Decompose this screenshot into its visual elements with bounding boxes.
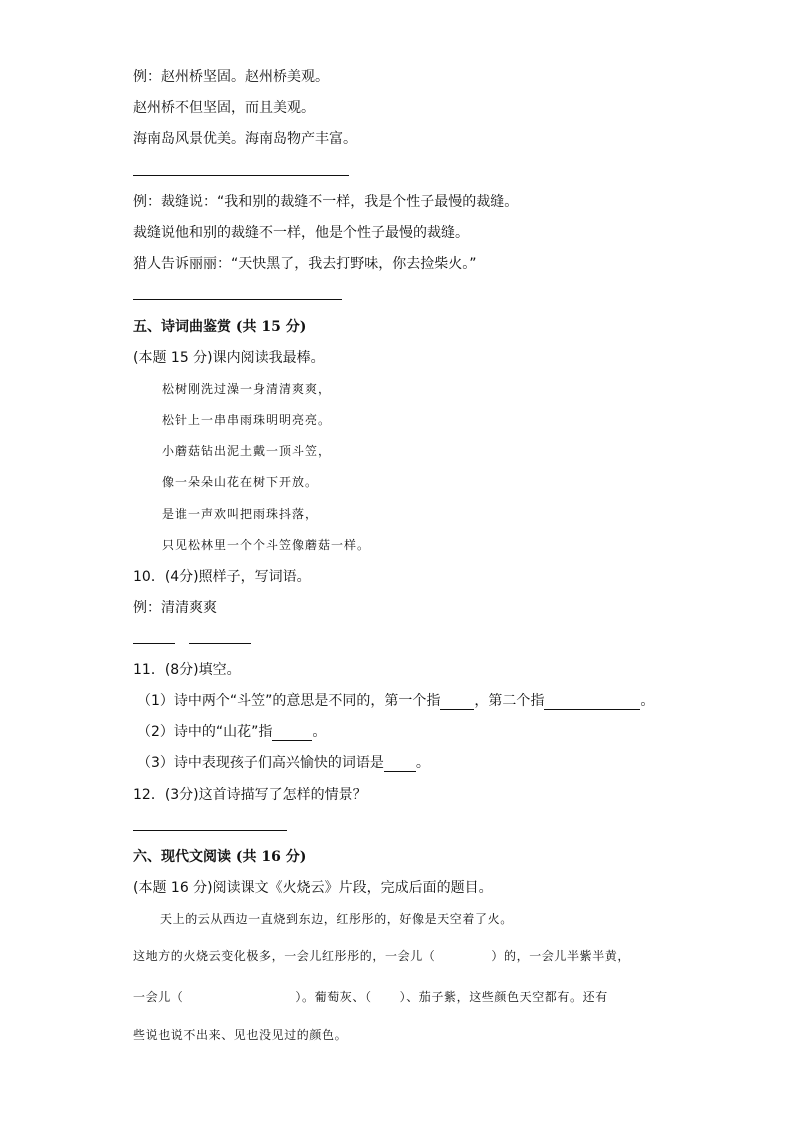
example-1-answer: 赵州桥不但坚固，而且美观。 bbox=[133, 100, 315, 116]
answer-blank[interactable] bbox=[133, 643, 175, 644]
q11-3-text-b: 。 bbox=[415, 755, 430, 771]
q11-2-text-a: （2）诗中的“山花”指 bbox=[137, 724, 273, 740]
passage-line bbox=[133, 989, 608, 1005]
question-sentence-1: 海南岛风景优美。海南岛物产丰富。 bbox=[133, 131, 357, 147]
passage-line: 些说也说不出来、见也没见过的颜色。 bbox=[133, 1028, 348, 1042]
question-10: 10．(4分)照样子，写词语。 bbox=[133, 569, 311, 585]
example-2: 例：裁缝说：“我和别的裁缝不一样，我是个性子最慢的裁缝。 bbox=[133, 194, 519, 210]
question-sentence-2: 猎人告诉丽丽：“天快黑了，我去打野味，你去捡柴火。” bbox=[133, 256, 477, 272]
question-11-part-1 bbox=[137, 692, 654, 710]
poem-line: 只见松林里一个个斗笠像蘑菇一样。 bbox=[162, 538, 371, 552]
answer-blank[interactable] bbox=[544, 695, 640, 710]
section-intro: (本题 15 分)课内阅读我最棒。 bbox=[133, 350, 325, 366]
passage-text: ）。葡萄灰、（ bbox=[295, 990, 372, 1004]
answer-blank[interactable] bbox=[440, 695, 474, 710]
example-1: 例：赵州桥坚固。赵州桥美观。 bbox=[133, 69, 329, 85]
poem-line: 像一朵朵山花在树下开放。 bbox=[162, 475, 319, 489]
section-heading: 五、诗词曲鉴赏 (共 15 分) bbox=[133, 319, 307, 335]
q11-1-text-b: ，第二个指 bbox=[474, 693, 545, 709]
passage-line: 天上的云从西边一直烧到东边，红彤彤的，好像是天空着了火。 bbox=[160, 912, 513, 926]
passage-text: ）的，一会儿半紫半黄， bbox=[491, 949, 631, 963]
passage-text: 一会儿（ bbox=[133, 990, 184, 1004]
question-11: 11．(8分)填空。 bbox=[133, 662, 241, 678]
answer-blank[interactable] bbox=[384, 757, 416, 772]
question-10-example: 例：清清爽爽 bbox=[133, 600, 217, 616]
answer-line[interactable] bbox=[133, 830, 287, 831]
section-heading: 六、现代文阅读 (共 16 分) bbox=[133, 849, 307, 865]
poem-line: 是谁一声欢叫把雨珠抖落， bbox=[162, 507, 319, 521]
answer-line[interactable] bbox=[133, 299, 342, 300]
passage-text: 这地方的火烧云变化极多，一会儿红彤彤的，一会儿（ bbox=[133, 949, 436, 963]
question-11-part-3 bbox=[137, 754, 430, 772]
question-11-part-2 bbox=[137, 723, 326, 741]
q11-3-text-a: （3）诗中表现孩子们高兴愉快的词语是 bbox=[137, 755, 384, 771]
answer-blank[interactable] bbox=[272, 726, 312, 741]
poem-line: 松针上一串串雨珠明明亮亮。 bbox=[162, 413, 332, 427]
question-12: 12．(3分)这首诗描写了怎样的情景？ bbox=[133, 787, 367, 803]
q11-1-text-c: 。 bbox=[640, 693, 655, 709]
answer-line[interactable] bbox=[133, 175, 349, 176]
q11-2-text-b: 。 bbox=[312, 724, 327, 740]
section-intro: (本题 16 分)阅读课文《火烧云》片段，完成后面的题目。 bbox=[133, 880, 493, 896]
answer-blank[interactable] bbox=[189, 643, 251, 644]
poem-line: 松树刚洗过澡一身清清爽爽， bbox=[162, 382, 332, 396]
passage-text: ）、茄子紫，这些颜色天空都有。还有 bbox=[399, 990, 608, 1004]
q11-1-text-a: （1）诗中两个“斗笠”的意思是不同的，第一个指 bbox=[137, 693, 441, 709]
example-2-answer: 裁缝说他和别的裁缝不一样，他是个性子最慢的裁缝。 bbox=[133, 225, 469, 241]
poem-line: 小蘑菇钻出泥土戴一顶斗笠， bbox=[162, 444, 332, 458]
passage-line bbox=[133, 948, 630, 964]
